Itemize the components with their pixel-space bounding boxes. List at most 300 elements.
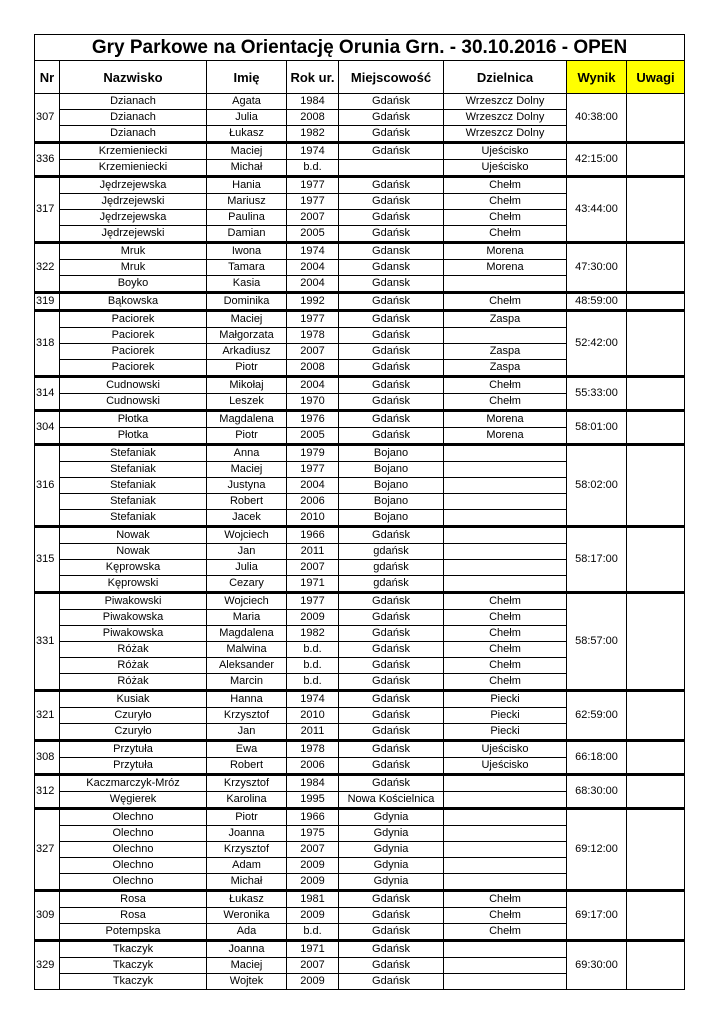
surname-cell: Piwakowska <box>60 626 207 642</box>
birth-year-cell: 1966 <box>287 527 339 544</box>
surname-cell: Tkaczyk <box>60 958 207 974</box>
district-cell <box>444 958 567 974</box>
city-cell: Gdańsk <box>339 642 444 658</box>
first-name-cell: Krzysztof <box>207 775 287 792</box>
first-name-cell: Karolina <box>207 792 287 809</box>
city-cell: Gdańsk <box>339 775 444 792</box>
city-cell: Nowa Kościelnica <box>339 792 444 809</box>
city-cell: Gdańsk <box>339 610 444 626</box>
district-cell: Wrzeszcz Dolny <box>444 94 567 110</box>
city-cell: Gdańsk <box>339 411 444 428</box>
first-name-cell: Dominika <box>207 293 287 311</box>
col-header-rok: Rok ur. <box>287 61 339 94</box>
first-name-cell: Cezary <box>207 576 287 593</box>
district-cell: Chełm <box>444 293 567 311</box>
birth-year-cell: 2005 <box>287 428 339 445</box>
birth-year-cell: 2011 <box>287 724 339 741</box>
first-name-cell: Michał <box>207 874 287 891</box>
team-number: 327 <box>35 809 60 891</box>
surname-cell: Jędrzejewski <box>60 226 207 243</box>
district-cell: Ujeścisko <box>444 741 567 758</box>
surname-cell: Paciorek <box>60 311 207 328</box>
city-cell: Gdańsk <box>339 974 444 990</box>
district-cell <box>444 842 567 858</box>
result-time: 66:18:00 <box>567 741 627 775</box>
district-cell <box>444 941 567 958</box>
surname-cell: Dzianach <box>60 94 207 110</box>
team-number: 312 <box>35 775 60 809</box>
district-cell: Chełm <box>444 177 567 194</box>
district-cell: Chełm <box>444 642 567 658</box>
remarks-cell <box>627 411 685 445</box>
city-cell: Gdańsk <box>339 394 444 411</box>
birth-year-cell: 1971 <box>287 576 339 593</box>
city-cell: Gdańsk <box>339 328 444 344</box>
birth-year-cell: 2009 <box>287 874 339 891</box>
first-name-cell: Krzysztof <box>207 842 287 858</box>
birth-year-cell: 2010 <box>287 510 339 527</box>
surname-cell: Różak <box>60 658 207 674</box>
birth-year-cell: 2009 <box>287 858 339 874</box>
birth-year-cell: 1995 <box>287 792 339 809</box>
birth-year-cell: 2007 <box>287 344 339 360</box>
surname-cell: Przytuła <box>60 758 207 775</box>
city-cell: Bojano <box>339 494 444 510</box>
birth-year-cell: 2006 <box>287 494 339 510</box>
city-cell: Gdańsk <box>339 293 444 311</box>
surname-cell: Jędrzejewska <box>60 210 207 226</box>
remarks-cell <box>627 377 685 411</box>
team-number: 319 <box>35 293 60 311</box>
page-title: Gry Parkowe na Orientację Orunia Grn. - 30.10.2016 - OPEN <box>35 35 685 61</box>
city-cell: Gdańsk <box>339 194 444 210</box>
birth-year-cell: 1981 <box>287 891 339 908</box>
table-row <box>35 445 685 462</box>
city-cell: Gdańsk <box>339 143 444 160</box>
birth-year-cell: 2011 <box>287 544 339 560</box>
city-cell: Gdańsk <box>339 177 444 194</box>
city-cell: Gdańsk <box>339 674 444 691</box>
city-cell: Gdańsk <box>339 126 444 143</box>
district-cell <box>444 527 567 544</box>
col-header-wynik: Wynik <box>567 61 627 94</box>
table-row <box>35 377 685 394</box>
district-cell: Chełm <box>444 674 567 691</box>
city-cell: Gdańsk <box>339 377 444 394</box>
first-name-cell: Michał <box>207 160 287 177</box>
city-cell: Gdańsk <box>339 941 444 958</box>
table-row <box>35 775 685 792</box>
city-cell: Gdańsk <box>339 527 444 544</box>
remarks-cell <box>627 775 685 809</box>
first-name-cell: Jan <box>207 544 287 560</box>
first-name-cell: Ada <box>207 924 287 941</box>
city-cell: Gdańsk <box>339 908 444 924</box>
birth-year-cell: b.d. <box>287 924 339 941</box>
table-row <box>35 411 685 428</box>
first-name-cell: Marcin <box>207 674 287 691</box>
first-name-cell: Weronika <box>207 908 287 924</box>
birth-year-cell: 1975 <box>287 826 339 842</box>
birth-year-cell: 1977 <box>287 177 339 194</box>
surname-cell: Boyko <box>60 276 207 293</box>
team-number: 307 <box>35 94 60 143</box>
birth-year-cell: b.d. <box>287 642 339 658</box>
birth-year-cell: 1978 <box>287 741 339 758</box>
birth-year-cell: 1982 <box>287 626 339 642</box>
surname-cell: Potempska <box>60 924 207 941</box>
first-name-cell: Wojciech <box>207 527 287 544</box>
first-name-cell: Mikołaj <box>207 377 287 394</box>
birth-year-cell: b.d. <box>287 160 339 177</box>
col-header-dzielnica: Dzielnica <box>444 61 567 94</box>
first-name-cell: Damian <box>207 226 287 243</box>
result-time: 40:38:00 <box>567 94 627 143</box>
surname-cell: Dzianach <box>60 110 207 126</box>
remarks-cell <box>627 311 685 377</box>
surname-cell: Rosa <box>60 891 207 908</box>
team-number: 304 <box>35 411 60 445</box>
birth-year-cell: 2004 <box>287 478 339 494</box>
city-cell: Gdańsk <box>339 360 444 377</box>
surname-cell: Piwakowska <box>60 610 207 626</box>
city-cell: Gdańsk <box>339 724 444 741</box>
remarks-cell <box>627 741 685 775</box>
city-cell: Gdańsk <box>339 428 444 445</box>
surname-cell: Przytuła <box>60 741 207 758</box>
city-cell: Gdynia <box>339 809 444 826</box>
district-cell <box>444 328 567 344</box>
city-cell: Gdynia <box>339 874 444 891</box>
remarks-cell <box>627 593 685 691</box>
district-cell: Piecki <box>444 691 567 708</box>
district-cell: Chełm <box>444 626 567 642</box>
table-row <box>35 527 685 544</box>
city-cell: Gdansk <box>339 243 444 260</box>
surname-cell: Kęprowski <box>60 576 207 593</box>
table-row <box>35 243 685 260</box>
first-name-cell: Tamara <box>207 260 287 276</box>
birth-year-cell: 2007 <box>287 210 339 226</box>
first-name-cell: Piotr <box>207 360 287 377</box>
first-name-cell: Maciej <box>207 311 287 328</box>
surname-cell: Tkaczyk <box>60 974 207 990</box>
first-name-cell: Leszek <box>207 394 287 411</box>
remarks-cell <box>627 527 685 593</box>
city-cell: Gdańsk <box>339 658 444 674</box>
city-cell: Gdynia <box>339 858 444 874</box>
surname-cell: Paciorek <box>60 344 207 360</box>
result-time: 58:01:00 <box>567 411 627 445</box>
birth-year-cell: 1977 <box>287 194 339 210</box>
surname-cell: Kusiak <box>60 691 207 708</box>
first-name-cell: Mariusz <box>207 194 287 210</box>
birth-year-cell: 1982 <box>287 126 339 143</box>
table-row <box>35 311 685 328</box>
birth-year-cell: 1984 <box>287 775 339 792</box>
birth-year-cell: 1977 <box>287 593 339 610</box>
city-cell: Gdańsk <box>339 691 444 708</box>
city-cell: Gdańsk <box>339 958 444 974</box>
surname-cell: Piwakowski <box>60 593 207 610</box>
first-name-cell: Julia <box>207 560 287 576</box>
birth-year-cell: 2009 <box>287 610 339 626</box>
birth-year-cell: 1978 <box>287 328 339 344</box>
surname-cell: Cudnowski <box>60 377 207 394</box>
surname-cell: Nowak <box>60 527 207 544</box>
surname-cell: Krzemieniecki <box>60 143 207 160</box>
surname-cell: Paciorek <box>60 360 207 377</box>
team-number: 336 <box>35 143 60 177</box>
table-row <box>35 891 685 908</box>
birth-year-cell: 1974 <box>287 143 339 160</box>
first-name-cell: Aleksander <box>207 658 287 674</box>
district-cell: Chełm <box>444 210 567 226</box>
district-cell <box>444 276 567 293</box>
first-name-cell: Joanna <box>207 826 287 842</box>
surname-cell: Stefaniak <box>60 494 207 510</box>
team-number: 317 <box>35 177 60 243</box>
city-cell: gdańsk <box>339 544 444 560</box>
first-name-cell: Krzysztof <box>207 708 287 724</box>
birth-year-cell: 1974 <box>287 691 339 708</box>
city-cell: Gdynia <box>339 842 444 858</box>
table-row <box>35 593 685 610</box>
district-cell <box>444 974 567 990</box>
birth-year-cell: b.d. <box>287 658 339 674</box>
result-time: 52:42:00 <box>567 311 627 377</box>
district-cell: Chełm <box>444 924 567 941</box>
birth-year-cell: 2004 <box>287 276 339 293</box>
birth-year-cell: 1979 <box>287 445 339 462</box>
district-cell: Morena <box>444 428 567 445</box>
result-time: 58:17:00 <box>567 527 627 593</box>
surname-cell: Paciorek <box>60 328 207 344</box>
city-cell: Gdańsk <box>339 891 444 908</box>
city-cell: Gdańsk <box>339 311 444 328</box>
birth-year-cell: 2008 <box>287 360 339 377</box>
first-name-cell: Robert <box>207 758 287 775</box>
district-cell <box>444 576 567 593</box>
district-cell <box>444 510 567 527</box>
result-time: 62:59:00 <box>567 691 627 741</box>
city-cell: Gdańsk <box>339 94 444 110</box>
result-time: 55:33:00 <box>567 377 627 411</box>
remarks-cell <box>627 941 685 990</box>
first-name-cell: Arkadiusz <box>207 344 287 360</box>
city-cell: Gdańsk <box>339 110 444 126</box>
surname-cell: Mruk <box>60 260 207 276</box>
surname-cell: Płotka <box>60 428 207 445</box>
first-name-cell: Adam <box>207 858 287 874</box>
district-cell: Piecki <box>444 724 567 741</box>
district-cell <box>444 792 567 809</box>
team-number: 308 <box>35 741 60 775</box>
result-time: 43:44:00 <box>567 177 627 243</box>
first-name-cell: Magdalena <box>207 626 287 642</box>
district-cell: Morena <box>444 411 567 428</box>
city-cell: Gdańsk <box>339 924 444 941</box>
district-cell <box>444 445 567 462</box>
surname-cell: Płotka <box>60 411 207 428</box>
surname-cell: Nowak <box>60 544 207 560</box>
first-name-cell: Maria <box>207 610 287 626</box>
district-cell: Wrzeszcz Dolny <box>444 110 567 126</box>
district-cell: Chełm <box>444 226 567 243</box>
team-number: 315 <box>35 527 60 593</box>
first-name-cell: Magdalena <box>207 411 287 428</box>
surname-cell: Stefaniak <box>60 510 207 527</box>
surname-cell: Tkaczyk <box>60 941 207 958</box>
district-cell: Chełm <box>444 610 567 626</box>
district-cell <box>444 874 567 891</box>
team-number: 314 <box>35 377 60 411</box>
city-cell: gdańsk <box>339 560 444 576</box>
surname-cell: Kęprowska <box>60 560 207 576</box>
table-row <box>35 143 685 160</box>
birth-year-cell: 2004 <box>287 260 339 276</box>
table-row <box>35 741 685 758</box>
district-cell: Zaspa <box>444 311 567 328</box>
header-row <box>35 61 685 94</box>
city-cell: Gdańsk <box>339 626 444 642</box>
first-name-cell: Maciej <box>207 462 287 478</box>
first-name-cell: Agata <box>207 94 287 110</box>
remarks-cell <box>627 809 685 891</box>
city-cell: Gdańsk <box>339 758 444 775</box>
first-name-cell: Anna <box>207 445 287 462</box>
surname-cell: Rosa <box>60 908 207 924</box>
result-time: 69:12:00 <box>567 809 627 891</box>
remarks-cell <box>627 293 685 311</box>
first-name-cell: Julia <box>207 110 287 126</box>
district-cell: Ujeścisko <box>444 758 567 775</box>
surname-cell: Mruk <box>60 243 207 260</box>
birth-year-cell: 2007 <box>287 560 339 576</box>
first-name-cell: Piotr <box>207 809 287 826</box>
city-cell: Bojano <box>339 478 444 494</box>
first-name-cell: Ewa <box>207 741 287 758</box>
district-cell: Morena <box>444 243 567 260</box>
surname-cell: Różak <box>60 674 207 691</box>
remarks-cell <box>627 143 685 177</box>
birth-year-cell: 2009 <box>287 974 339 990</box>
results-body <box>35 94 685 990</box>
result-time: 48:59:00 <box>567 293 627 311</box>
district-cell: Wrzeszcz Dolny <box>444 126 567 143</box>
team-number: 318 <box>35 311 60 377</box>
city-cell: Gdansk <box>339 260 444 276</box>
first-name-cell: Jacek <box>207 510 287 527</box>
district-cell <box>444 462 567 478</box>
surname-cell: Krzemieniecki <box>60 160 207 177</box>
city-cell <box>339 160 444 177</box>
district-cell: Chełm <box>444 593 567 610</box>
first-name-cell: Łukasz <box>207 126 287 143</box>
district-cell: Chełm <box>444 908 567 924</box>
city-cell: Bojano <box>339 510 444 527</box>
remarks-cell <box>627 94 685 143</box>
birth-year-cell: 1984 <box>287 94 339 110</box>
city-cell: Bojano <box>339 445 444 462</box>
table-row <box>35 177 685 194</box>
remarks-cell <box>627 691 685 741</box>
district-cell: Chełm <box>444 658 567 674</box>
district-cell <box>444 775 567 792</box>
surname-cell: Czuryło <box>60 724 207 741</box>
col-header-miejscowosc: Miejscowość <box>339 61 444 94</box>
surname-cell: Jędrzejewska <box>60 177 207 194</box>
birth-year-cell: 1966 <box>287 809 339 826</box>
table-row <box>35 293 685 311</box>
result-time: 69:30:00 <box>567 941 627 990</box>
surname-cell: Olechno <box>60 858 207 874</box>
result-time: 58:02:00 <box>567 445 627 527</box>
district-cell <box>444 544 567 560</box>
birth-year-cell: 1992 <box>287 293 339 311</box>
first-name-cell: Malwina <box>207 642 287 658</box>
district-cell: Morena <box>444 260 567 276</box>
first-name-cell: Joanna <box>207 941 287 958</box>
birth-year-cell: 1971 <box>287 941 339 958</box>
remarks-cell <box>627 177 685 243</box>
team-number: 329 <box>35 941 60 990</box>
city-cell: Bojano <box>339 462 444 478</box>
first-name-cell: Piotr <box>207 428 287 445</box>
surname-cell: Olechno <box>60 826 207 842</box>
city-cell: Gdańsk <box>339 741 444 758</box>
col-header-imie: Imię <box>207 61 287 94</box>
district-cell: Chełm <box>444 194 567 210</box>
district-cell <box>444 494 567 510</box>
surname-cell: Olechno <box>60 842 207 858</box>
result-time: 68:30:00 <box>567 775 627 809</box>
district-cell: Piecki <box>444 708 567 724</box>
district-cell <box>444 560 567 576</box>
first-name-cell: Hania <box>207 177 287 194</box>
surname-cell: Dzianach <box>60 126 207 143</box>
district-cell: Ujeścisko <box>444 143 567 160</box>
birth-year-cell: 2007 <box>287 842 339 858</box>
city-cell: Gdańsk <box>339 226 444 243</box>
remarks-cell <box>627 891 685 941</box>
birth-year-cell: 2007 <box>287 958 339 974</box>
team-number: 331 <box>35 593 60 691</box>
first-name-cell: Maciej <box>207 143 287 160</box>
birth-year-cell: 2010 <box>287 708 339 724</box>
col-header-nazwisko: Nazwisko <box>60 61 207 94</box>
surname-cell: Cudnowski <box>60 394 207 411</box>
district-cell: Chełm <box>444 377 567 394</box>
district-cell: Ujeścisko <box>444 160 567 177</box>
table-row <box>35 691 685 708</box>
first-name-cell: Jan <box>207 724 287 741</box>
result-time: 58:57:00 <box>567 593 627 691</box>
team-number: 321 <box>35 691 60 741</box>
team-number: 322 <box>35 243 60 293</box>
first-name-cell: Justyna <box>207 478 287 494</box>
first-name-cell: Robert <box>207 494 287 510</box>
surname-cell: Czuryło <box>60 708 207 724</box>
first-name-cell: Wojtek <box>207 974 287 990</box>
birth-year-cell: 1970 <box>287 394 339 411</box>
first-name-cell: Iwona <box>207 243 287 260</box>
birth-year-cell: 1976 <box>287 411 339 428</box>
surname-cell: Stefaniak <box>60 445 207 462</box>
district-cell <box>444 826 567 842</box>
surname-cell: Kaczmarczyk-Mróz <box>60 775 207 792</box>
surname-cell: Stefaniak <box>60 462 207 478</box>
